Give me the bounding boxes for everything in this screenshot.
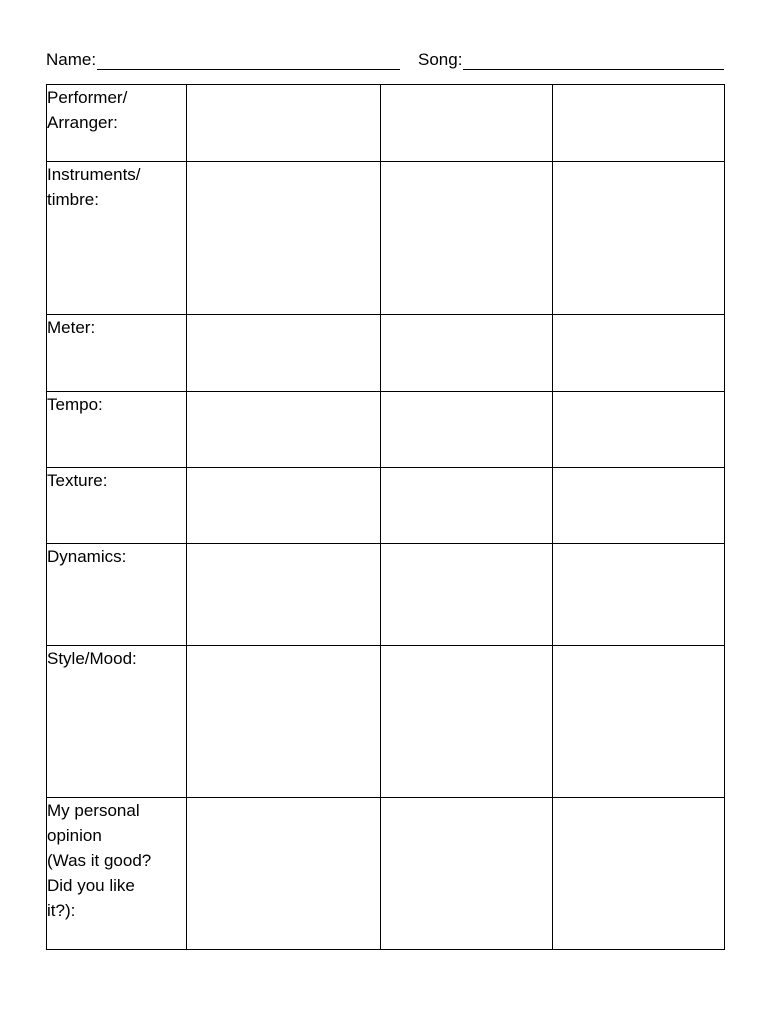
table-row-dynamics (47, 544, 725, 646)
row-label-personal-opinion: My personal opinion (Was it good? Did you like it?): (47, 798, 187, 950)
song-field[interactable] (418, 50, 724, 70)
song-blank-line[interactable] (463, 53, 724, 70)
row-label-instruments: Instruments/ timbre: (47, 162, 187, 315)
answer-cell[interactable] (553, 544, 725, 646)
answer-cell[interactable] (187, 468, 381, 544)
table-row-instruments (47, 162, 725, 315)
answer-cell[interactable] (187, 544, 381, 646)
table-row-tempo (47, 392, 725, 468)
answer-cell[interactable] (187, 315, 381, 392)
answer-cell[interactable] (553, 85, 725, 162)
answer-cell[interactable] (553, 468, 725, 544)
answer-cell[interactable] (381, 468, 553, 544)
song-label: Song: (418, 50, 463, 69)
table-row-performer (47, 85, 725, 162)
answer-cell[interactable] (381, 544, 553, 646)
answer-cell[interactable] (553, 392, 725, 468)
row-label-dynamics: Dynamics: (47, 544, 187, 646)
answer-cell[interactable] (187, 162, 381, 315)
row-label-meter: Meter: (47, 315, 187, 392)
row-label-tempo: Tempo: (47, 392, 187, 468)
answer-cell[interactable] (381, 392, 553, 468)
name-field[interactable] (46, 50, 400, 70)
name-label: Name: (46, 50, 97, 69)
answer-cell[interactable] (381, 85, 553, 162)
answer-cell[interactable] (553, 162, 725, 315)
answer-cell[interactable] (187, 85, 381, 162)
answer-cell[interactable] (381, 315, 553, 392)
answer-cell[interactable] (187, 646, 381, 798)
answer-cell[interactable] (187, 392, 381, 468)
row-label-performer: Performer/ Arranger: (47, 85, 187, 162)
name-blank-line[interactable] (97, 53, 400, 70)
row-label-style-mood: Style/Mood: (47, 646, 187, 798)
answer-cell[interactable] (381, 162, 553, 315)
table-row-style-mood (47, 646, 725, 798)
table-row-texture (47, 468, 725, 544)
answer-cell[interactable] (553, 798, 725, 950)
answer-cell[interactable] (381, 798, 553, 950)
answer-cell[interactable] (381, 646, 553, 798)
row-label-texture: Texture: (47, 468, 187, 544)
table-row-personal-opinion (47, 798, 725, 950)
listening-worksheet-table (46, 84, 725, 950)
worksheet-header (46, 46, 724, 76)
answer-cell[interactable] (553, 646, 725, 798)
table-row-meter (47, 315, 725, 392)
answer-cell[interactable] (187, 798, 381, 950)
answer-cell[interactable] (553, 315, 725, 392)
